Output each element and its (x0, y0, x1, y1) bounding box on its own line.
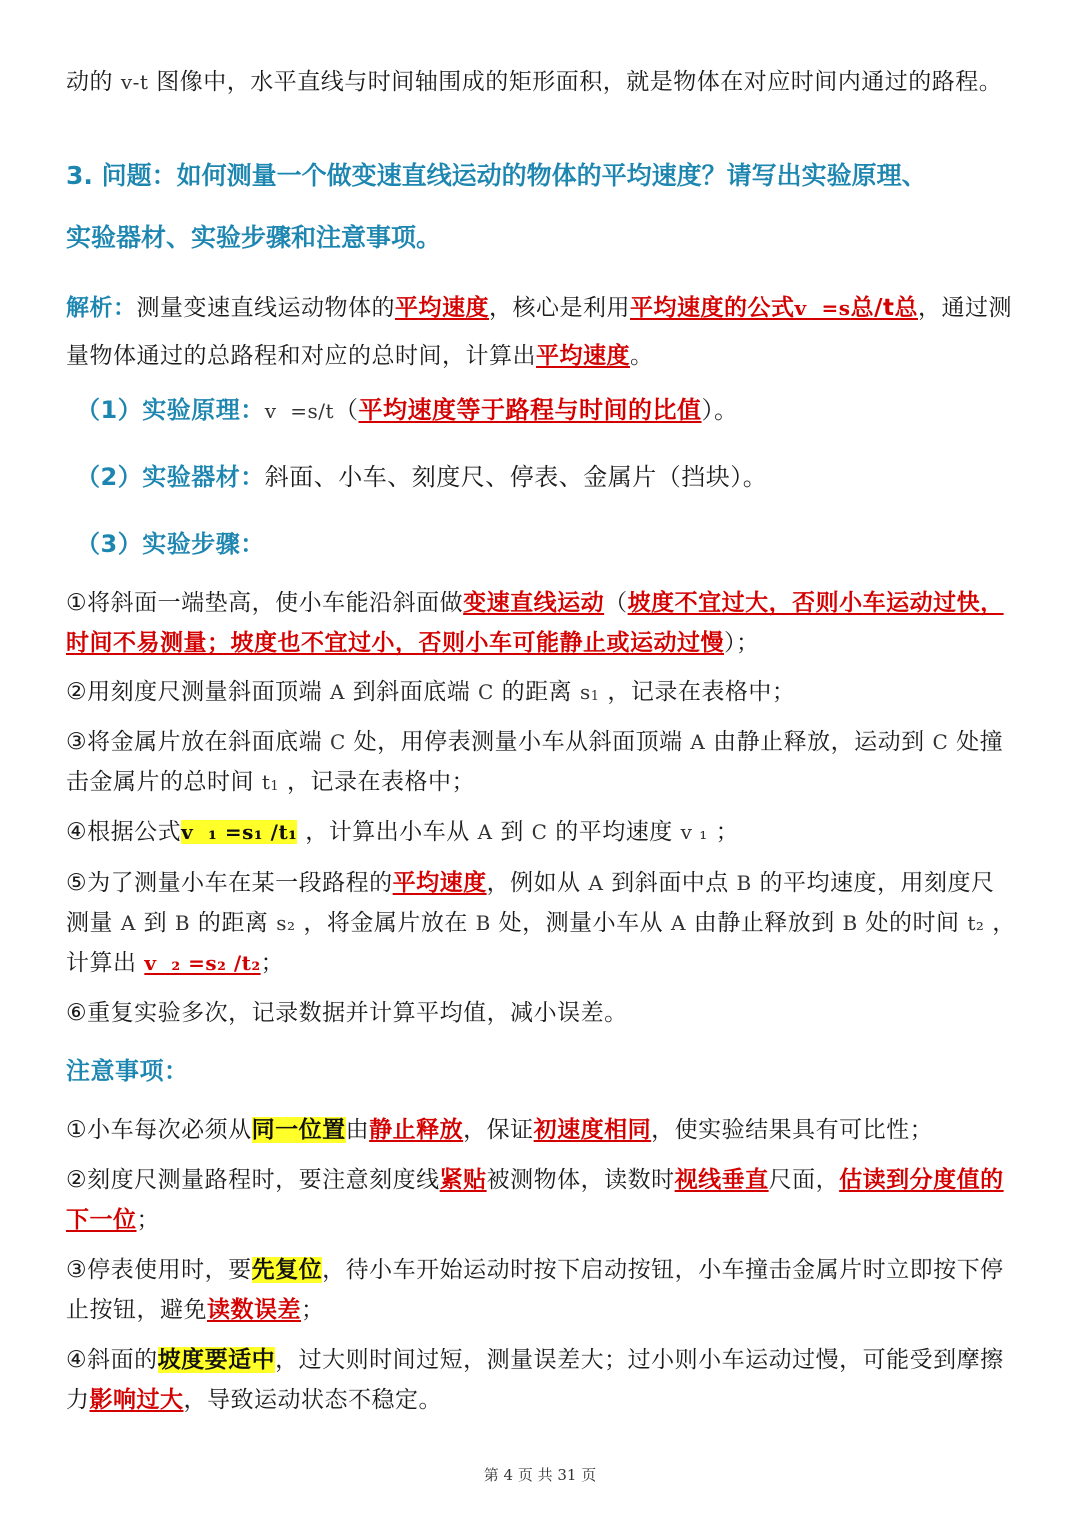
note-2-text-2: 被测物体，读数时 (486, 1167, 675, 1193)
symbol-s2: s₂ (276, 911, 296, 935)
note-4-text: ④斜面的 (66, 1347, 158, 1373)
step-5 (66, 863, 1016, 983)
point-b: B (174, 911, 191, 935)
note-2-end: ； (136, 1207, 160, 1233)
equipment-line (76, 457, 1016, 497)
step-2-text: ②用刻度尺测量斜面顶端 (66, 679, 323, 705)
step-3-text-4: 处撞击金属片的总时间 (66, 729, 1004, 795)
note-1-end: ，使实验结果具有可比性； (651, 1117, 934, 1143)
point-a: A (329, 680, 345, 704)
point-c: C (478, 680, 494, 704)
point-c: C (531, 820, 548, 844)
note-2-keyword-2: 视线垂直 (674, 1167, 769, 1193)
step-4-text-2: ，计算出小车从 (305, 819, 470, 845)
footer-text-3: 页 (581, 1466, 597, 1484)
subscript: 1 (270, 779, 280, 794)
step-5-text-4: 的平均速度，用刻度尺测量 (66, 870, 995, 936)
step-1-end: ）； (724, 630, 760, 656)
analysis-text: 测量变速直线运动物体的 (136, 295, 395, 321)
analysis-paragraph (66, 284, 1016, 380)
page-number: 4 (503, 1466, 514, 1484)
note-4-keyword: 影响过大 (89, 1387, 184, 1413)
intro-text: 动的 (66, 69, 113, 95)
question-number: 3. (66, 161, 93, 190)
note-2-keyword-3: 估读到分度值的下一位 (66, 1167, 1004, 1233)
step-2-text-2: 到斜面底端 (352, 679, 471, 705)
note-1 (66, 1110, 1016, 1150)
note-1-text-3: ，保证 (463, 1117, 534, 1143)
note-1-text: ①小车每次必须从 (66, 1117, 252, 1143)
step-5-formula: v ₂ =s₂ /t₂ (144, 951, 261, 975)
step-5-text-7: ，将金属片放在 (303, 910, 468, 936)
point-a: A (690, 730, 706, 754)
step-3-text-3: 由静止释放，运动到 (713, 729, 925, 755)
point-b: B (842, 911, 858, 935)
point-a: A (477, 820, 493, 844)
point-a: A (120, 911, 136, 935)
formula-part-2: 总/t (850, 295, 895, 321)
step-5-text-5: 到 (143, 910, 168, 936)
point-a: A (670, 911, 686, 935)
vt-symbol: v-t (120, 70, 149, 94)
page-footer (0, 1464, 1080, 1485)
analysis-text-2: ，核心是利用 (489, 295, 630, 321)
point-a: A (588, 871, 604, 895)
step-6: ⑥重复实验多次，记录数据并计算平均值，减小误差。 (66, 1000, 628, 1026)
note-1-keyword-2: 初速度相同 (533, 1117, 652, 1143)
note-4 (66, 1340, 1016, 1420)
principle-line (76, 390, 1016, 431)
principle-label: （1）实验原理： (76, 396, 265, 424)
principle-formula: v =s/t (264, 399, 335, 423)
keyword-average-speed-2: 平均速度 (536, 343, 630, 369)
note-3-end: ； (301, 1297, 325, 1323)
note-3 (66, 1250, 1016, 1330)
step-4-end: ； (715, 819, 740, 845)
step-2-end: ，记录在表格中； (607, 679, 796, 705)
point-c: C (932, 730, 949, 754)
point-b: B (736, 871, 752, 895)
note-2 (66, 1160, 1016, 1240)
intro-paragraph (66, 62, 1016, 102)
formula-part: v =s (794, 296, 851, 320)
page-total: 31 (557, 1466, 577, 1484)
step-4-text: ④根据公式 (66, 819, 182, 845)
note-2-keyword: 紧贴 (439, 1167, 487, 1193)
note-1-highlight: 同一位置 (251, 1117, 346, 1143)
step-1 (66, 583, 1016, 663)
footer-text-2: 页 共 (517, 1466, 553, 1484)
note-1-keyword: 静止释放 (369, 1117, 464, 1143)
symbol-v1: v ₁ (680, 820, 708, 844)
step-4-text-3: 到 (500, 819, 524, 845)
intro-text-2: 图像中，水平直线与时间轴围成的矩形面积，就是物体在对应时间内通过的路程。 (156, 69, 1003, 95)
step-5-text-10: 处的时间 (865, 910, 960, 936)
paren-close: ）。 (701, 396, 739, 424)
step-2-text-3: 的距离 (501, 679, 573, 705)
note-4-text-2: ，过大则时间过短，测量误差大；过小则小车运动过慢，可能受到摩擦力 (66, 1347, 1004, 1413)
step-5-text-9: 由静止释放到 (693, 910, 835, 936)
step-5-end: ； (260, 950, 285, 976)
step-3-text-2: 处，用停表测量小车从斜面顶端 (353, 729, 683, 755)
step-3-end: ，记录在表格中； (286, 769, 475, 795)
step-1-keyword: 变速直线运动 (463, 590, 605, 616)
equipment-label: （2）实验器材： (76, 463, 265, 491)
step-3-text: ③将金属片放在斜面底端 (66, 729, 323, 755)
note-4-highlight: 坡度要适中 (157, 1347, 276, 1373)
step-1-note: 坡度不宜过大，否则小车运动过快，时间不易测量；坡度也不宜过小，否则小车可能静止或运动过慢 (66, 590, 1004, 656)
question-heading (66, 145, 1016, 269)
step-4 (66, 812, 1016, 852)
note-2-text: ②刻度尺测量路程时，要注意刻度线 (66, 1167, 440, 1193)
steps-heading: （3）实验步骤： (76, 530, 265, 558)
step-4-formula: v ₁ =s₁ /t₁ (181, 820, 298, 844)
keyword-average-speed: 平均速度 (395, 295, 489, 321)
footer-text: 第 (483, 1466, 499, 1484)
analysis-end: 。 (630, 343, 654, 369)
step-1-paren: （ (604, 590, 628, 616)
analysis-text-3: ，通过测量物体通过的总路程和对应的总时间，计算出 (66, 295, 1012, 369)
subscript: 1 (590, 689, 600, 704)
note-3-text-2: ，待小车开始运动时按下启动按钮，小车撞击金属片时立即按下停止按钮，避免 (66, 1257, 1004, 1323)
symbol-t2: t₂ (967, 911, 985, 935)
step-1-text: ①将斜面一端垫高，使小车能沿斜面做 (66, 590, 464, 616)
step-5-text-8: 处，测量小车从 (498, 910, 664, 936)
equipment-items: 斜面、小车、刻度尺、停表、金属片（挡块）。 (264, 463, 768, 491)
step-5-text-6: 的距离 (197, 910, 269, 936)
step-5-text-3: 到斜面中点 (611, 870, 729, 896)
question-line-1: 问题：如何测量一个做变速直线运动的物体的平均速度？请写出实验原理、 (101, 161, 927, 190)
step-4-text-4: 的平均速度 (555, 819, 673, 845)
principle-note: 平均速度等于路程与时间的比值 (358, 396, 702, 424)
paren-open: （ (334, 396, 359, 424)
step-5-keyword: 平均速度 (392, 870, 487, 896)
symbol-t: t (261, 770, 271, 794)
symbol-s: s (579, 680, 591, 704)
point-c: C (329, 730, 346, 754)
note-1-text-2: 由 (345, 1117, 370, 1143)
step-5-text-2: ，例如从 (486, 870, 581, 896)
keyword-formula: 平均速度的公式 (630, 295, 795, 321)
step-3 (66, 722, 1016, 807)
step-5-text: ⑤为了测量小车在某一段路程的 (66, 870, 393, 896)
analysis-label: 解析： (66, 295, 137, 321)
note-3-keyword: 读数误差 (207, 1297, 301, 1323)
note-3-text: ③停表使用时，要 (66, 1257, 252, 1283)
point-b: B (475, 911, 491, 935)
note-4-end: ，导致运动状态不稳定。 (183, 1387, 442, 1413)
step-2 (66, 672, 1016, 717)
formula-part-3: 总 (894, 295, 918, 321)
note-2-text-3: 尺面， (768, 1167, 840, 1193)
note-3-highlight: 先复位 (251, 1257, 323, 1283)
question-line-2: 实验器材、实验步骤和注意事项。 (66, 223, 442, 252)
step-5-text-11: ，计算出 (66, 910, 1016, 976)
notes-heading: 注意事项： (66, 1057, 189, 1085)
